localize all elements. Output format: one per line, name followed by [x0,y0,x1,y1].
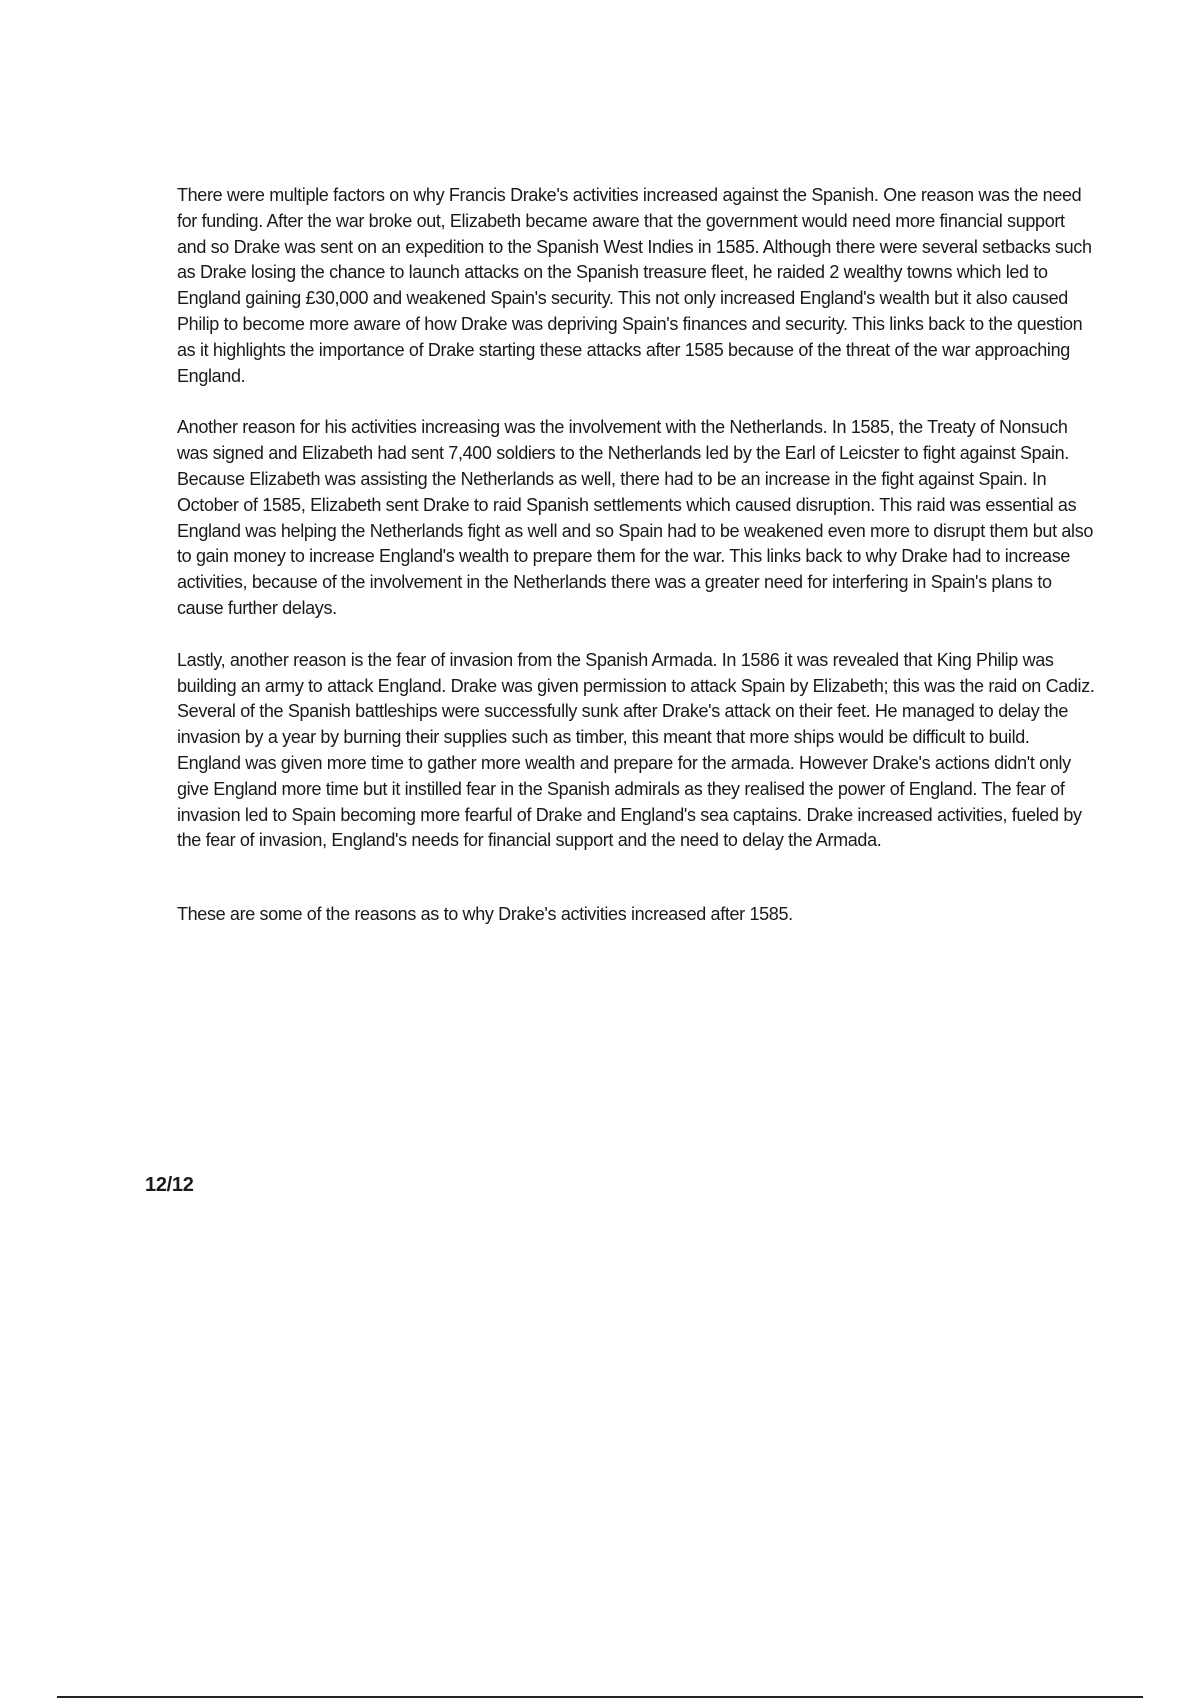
paragraph-netherlands-involvement: Another reason for his activities increasing was the involvement with the Netherlands. In 1585, the Treaty of Nonsuch was signed and Elizabeth had sent 7,400 soldiers to the Netherlands led by the Earl of Leicster to fight against Spain. Because Elizabeth was assisting the Netherlands as well, there had to be an increase in the fight against Spain. In October of 1585, Elizabeth sent Drake to raid Spanish settlements which caused disruption. This raid was essential as England was helping the Netherlands fight as well and so Spain had to be weakened even more to disrupt them but also to gain money to increase England's wealth to prepare them for the war. This links back to why Drake had to increase activities, because of the involvement in the Netherlands there was a greater need for interfering in Spain's plans to cause further delays. [177,417,1094,618]
paragraph-need-for-funding: There were multiple factors on why Francis Drake's activities increased against the Spanish. One reason was the need for funding. After the war broke out, Elizabeth became aware that the government would need more financial support and so Drake was sent on an expedition to the Spanish West Indies in 1585. Although there were several setbacks such as Drake losing the chance to launch attacks on the Spanish treasure fleet, he raided 2 wealthy towns which led to England gaining £30,000 and weakened Spain's security. This not only increased England's wealth but it also caused Philip to become more aware of how Drake was depriving Spain's finances and security. This links back to the question as it highlights the importance of Drake starting these attacks after 1585 because of the threat of the war approaching England. [177,185,1092,386]
paragraph-conclusion: These are some of the reasons as to why Drake's activities increased after 1585. [177,904,793,925]
footer-divider [57,1696,1143,1698]
essay-body [177,183,1097,954]
paragraph-fear-of-invasion: Lastly, another reason is the fear of invasion from the Spanish Armada. In 1586 it was revealed that King Philip was building an army to attack England. Drake was given permission to attack Spain by Elizabeth; this was the raid on Cadiz. Several of the Spanish battleships were successfully sunk after Drake's attack on their feet. He managed to delay the invasion by a year by burning their supplies such as timber, this meant that more ships would be difficult to build. England was given more time to gather more wealth and prepare for the armada. However Drake's actions didn't only give England more time but it instilled fear in the Spanish admirals as they realised the power of England. The fear of invasion led to Spain becoming more fearful of Drake and England's sea captains. Drake increased activities, fueled by the fear of invasion, England's needs for financial support and the need to delay the Armada. [177,649,1095,851]
score-mark: 12/12 [145,1174,194,1196]
